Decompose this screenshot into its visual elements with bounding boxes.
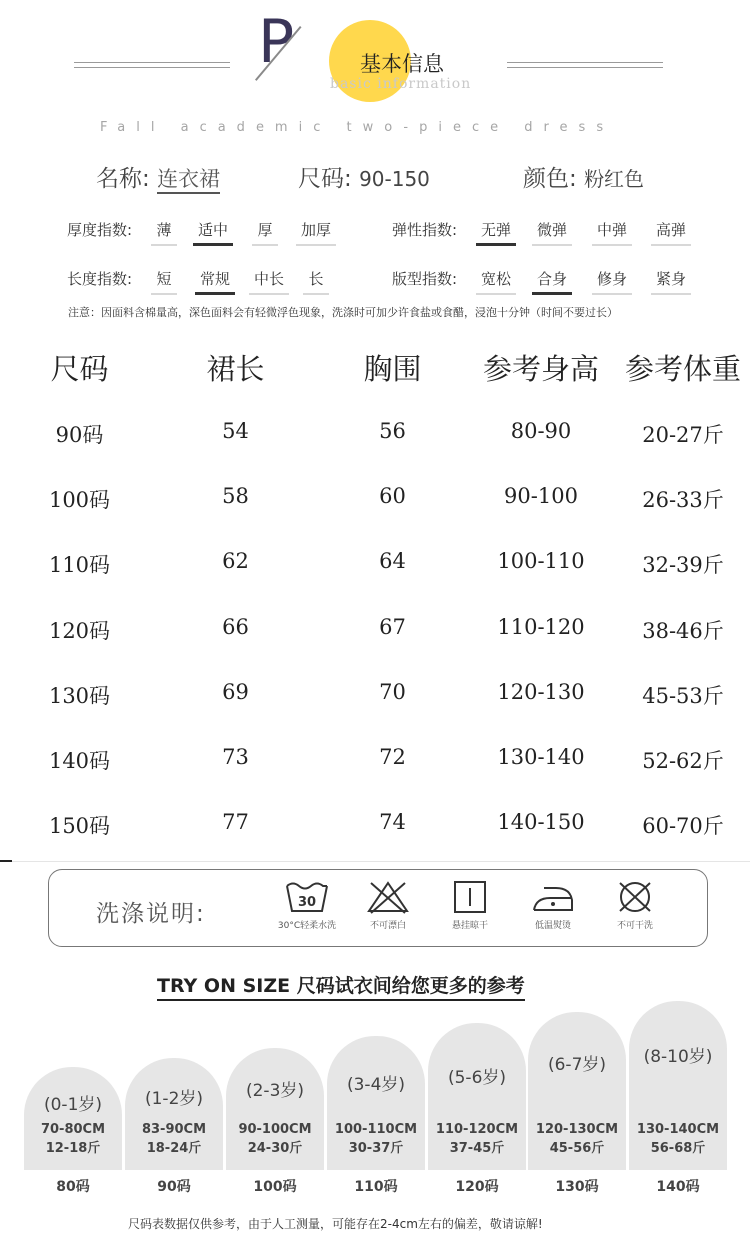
elasticity-option-selected [480, 219, 512, 240]
tryon-height: 70-80CM [40, 1122, 106, 1137]
length-option [155, 268, 173, 289]
tryon-height: 110-120CM [435, 1122, 519, 1137]
table-cell-bust: 67 [379, 614, 406, 639]
care-item-iron [510, 880, 596, 931]
tryon-column [125, 1058, 223, 1170]
elasticity-option-text: 无弹 [480, 221, 511, 239]
length-option-text: 短 [156, 270, 172, 288]
tryon-size: 130码 [555, 1179, 599, 1195]
no-dry-clean-icon [612, 880, 658, 914]
table-header-weight: 参考体重 [624, 352, 741, 386]
table-cell-height: 100-110 [497, 549, 585, 574]
header-left-line-1 [74, 62, 230, 63]
table-cell-length: 69 [222, 679, 249, 704]
table-cell-size: 100码 [48, 488, 111, 513]
fit-option [655, 268, 687, 289]
fit-option-text: 紧身 [655, 270, 686, 288]
elasticity-option-text: 高弹 [655, 221, 686, 239]
table-cell-weight: 60-70斤 [642, 814, 724, 839]
care-caption: 30°C轻柔水洗 [277, 921, 337, 931]
hang-dry-icon [447, 880, 493, 914]
fit-option [480, 268, 512, 289]
table-cell-length: 54 [222, 419, 249, 443]
fit-option [596, 268, 628, 289]
care-caption: 不可漂白 [369, 921, 406, 931]
table-cell-bust: 70 [379, 679, 406, 704]
thickness-option-text: 适中 [197, 221, 228, 239]
table-cell-length: 62 [222, 549, 249, 574]
tryon-age: (0-1岁) [43, 1095, 103, 1115]
tryon-column [327, 1036, 425, 1170]
tryon-height: 83-90CM [141, 1122, 207, 1137]
care-title: 洗涤说明: [96, 901, 206, 927]
product-size-value: 90-150 [359, 167, 430, 191]
care-caption: 低温熨烫 [534, 921, 571, 931]
low-iron-icon [530, 880, 576, 914]
thickness-option [300, 219, 332, 240]
header-right-line-1 [507, 62, 663, 63]
tryon-size: 120码 [455, 1179, 499, 1195]
tryon-age: (3-4岁) [346, 1075, 406, 1095]
tryon-height: 100-110CM [334, 1122, 418, 1137]
tryon-age: (2-3岁) [245, 1081, 305, 1101]
tryon-height: 90-100CM [238, 1122, 312, 1137]
elasticity-option [596, 219, 628, 240]
tryon-size: 90码 [157, 1179, 191, 1195]
elasticity-option [655, 219, 687, 240]
tryon-column [24, 1067, 122, 1170]
elasticity-option-text: 中弹 [596, 221, 627, 239]
tryon-size: 140码 [656, 1179, 700, 1195]
care-caption: 悬挂晾干 [451, 921, 488, 931]
tryon-column [428, 1023, 526, 1170]
elasticity-label: 弹性指数: [392, 221, 458, 239]
care-item-dryclean [592, 880, 678, 931]
tryon-weight: 45-56斤 [549, 1141, 605, 1156]
tryon-weight: 37-45斤 [449, 1141, 505, 1156]
fit-option-text: 修身 [596, 270, 627, 288]
care-item-bleach [345, 880, 431, 931]
table-header-size: 尺码 [50, 352, 109, 386]
table-cell-size: 120码 [48, 618, 111, 643]
tryon-column [226, 1048, 324, 1170]
length-option [253, 268, 285, 289]
table-cell-height: 130-140 [497, 745, 585, 769]
product-color [523, 160, 644, 193]
tryon-weight: 56-68斤 [650, 1141, 706, 1156]
table-cell-weight: 38-46斤 [642, 618, 724, 643]
table-cell-size: 90码 [55, 423, 104, 447]
tryon-weight: 30-37斤 [348, 1141, 404, 1156]
table-cell-height: 90-100 [504, 484, 578, 509]
fit-label: 版型指数: [392, 270, 458, 288]
length-option-text: 中长 [253, 270, 284, 288]
header-title: 基本信息 [360, 52, 444, 76]
tryon-title [157, 971, 525, 998]
table-cell-length: 77 [222, 810, 249, 835]
table-cell-size: 110码 [48, 553, 111, 578]
fit-option-text: 宽松 [480, 270, 511, 288]
care-caption: 不可干洗 [616, 921, 653, 931]
product-color-label: 颜色: [523, 166, 577, 192]
product-name-value: 连衣裙 [157, 167, 220, 194]
product-size [298, 160, 430, 193]
header-right-line-2 [507, 67, 663, 68]
tryon-title-text: TRY ON SIZE 尺码试衣间给您更多的参考 [157, 975, 525, 997]
tryon-age: (1-2岁) [144, 1089, 204, 1109]
table-cell-height: 80-90 [510, 419, 572, 443]
table-cell-height: 110-120 [497, 614, 585, 639]
thickness-option-text: 厚 [257, 221, 273, 239]
length-option [307, 268, 325, 289]
table-cell-size: 130码 [48, 683, 111, 708]
tryon-age: (6-7岁) [547, 1055, 607, 1075]
svg-text:30: 30 [297, 895, 317, 910]
thickness-option-text: 加厚 [300, 221, 331, 239]
table-cell-weight: 20-27斤 [642, 423, 724, 447]
table-header-bust: 胸围 [363, 352, 422, 386]
tryon-column [528, 1012, 626, 1170]
table-header-height: 参考身高 [482, 352, 599, 386]
table-cell-height: 140-150 [497, 810, 585, 835]
header-subtitle: basic information [330, 76, 472, 92]
product-name-label: 名称: [96, 166, 150, 192]
table-cell-weight: 32-39斤 [642, 553, 724, 578]
tryon-column [629, 1001, 727, 1170]
table-cell-length: 73 [222, 745, 249, 769]
section-divider [0, 861, 750, 862]
divider-tick [0, 860, 12, 862]
thickness-option-selected [197, 219, 229, 240]
length-option-selected [199, 268, 231, 289]
length-label: 长度指数: [67, 270, 133, 288]
tryon-weight: 12-18斤 [45, 1141, 101, 1156]
table-cell-bust: 72 [379, 745, 406, 769]
elasticity-option-text: 微弹 [536, 221, 567, 239]
tryon-age: (8-10岁) [643, 1047, 713, 1067]
tryon-underline [157, 999, 525, 1001]
length-option-text: 常规 [199, 270, 230, 288]
table-cell-bust: 64 [379, 549, 406, 574]
care-item-dry [427, 880, 513, 931]
footer-note: 尺码表数据仅供参考，由于人工测量，可能存在2-4cm左右的偏差，敬请谅解! [128, 1217, 543, 1231]
care-note: 注意：因面料含棉量高，深色面料会有轻微浮色现象，洗涤时可加少许食盐或食醋，浸泡十分钟（时间不要过长） [68, 306, 618, 319]
table-cell-weight: 26-33斤 [642, 488, 724, 513]
elasticity-option [536, 219, 568, 240]
fit-option-selected [536, 268, 568, 289]
header-letter: P [258, 7, 295, 77]
thickness-label: 厚度指数: [67, 221, 133, 239]
table-cell-size: 150码 [48, 814, 111, 839]
table-cell-size: 140码 [48, 749, 111, 773]
product-size-label: 尺码: [298, 166, 352, 192]
product-name [96, 160, 220, 193]
header-left-line-2 [74, 67, 230, 68]
thickness-option [256, 219, 274, 240]
table-cell-bust: 56 [379, 419, 406, 443]
tryon-weight: 24-30斤 [247, 1141, 303, 1156]
no-bleach-icon [365, 880, 411, 914]
header-tagline: Fall academic two-piece dress [100, 120, 615, 135]
wash-30-icon [284, 880, 330, 914]
table-cell-weight: 52-62斤 [642, 749, 724, 773]
fit-option-text: 合身 [536, 270, 567, 288]
thickness-option-text: 薄 [156, 221, 172, 239]
table-cell-bust: 74 [379, 810, 406, 835]
tryon-weight: 18-24斤 [146, 1141, 202, 1156]
table-cell-bust: 60 [379, 484, 406, 509]
tryon-height: 130-140CM [636, 1122, 720, 1137]
table-cell-height: 120-130 [497, 679, 585, 704]
tryon-height: 120-130CM [535, 1122, 619, 1137]
tryon-age: (5-6岁) [447, 1068, 507, 1088]
tryon-size: 100码 [253, 1179, 297, 1195]
thickness-option [155, 219, 173, 240]
length-option-text: 长 [308, 270, 324, 288]
table-cell-length: 66 [222, 614, 249, 639]
table-header-length: 裙长 [206, 352, 265, 386]
care-item-wash [264, 880, 350, 931]
product-color-value: 粉红色 [584, 167, 645, 191]
tryon-size: 80码 [56, 1179, 90, 1195]
tryon-size: 110码 [354, 1179, 398, 1195]
table-cell-weight: 45-53斤 [642, 683, 724, 708]
table-cell-length: 58 [222, 484, 249, 509]
